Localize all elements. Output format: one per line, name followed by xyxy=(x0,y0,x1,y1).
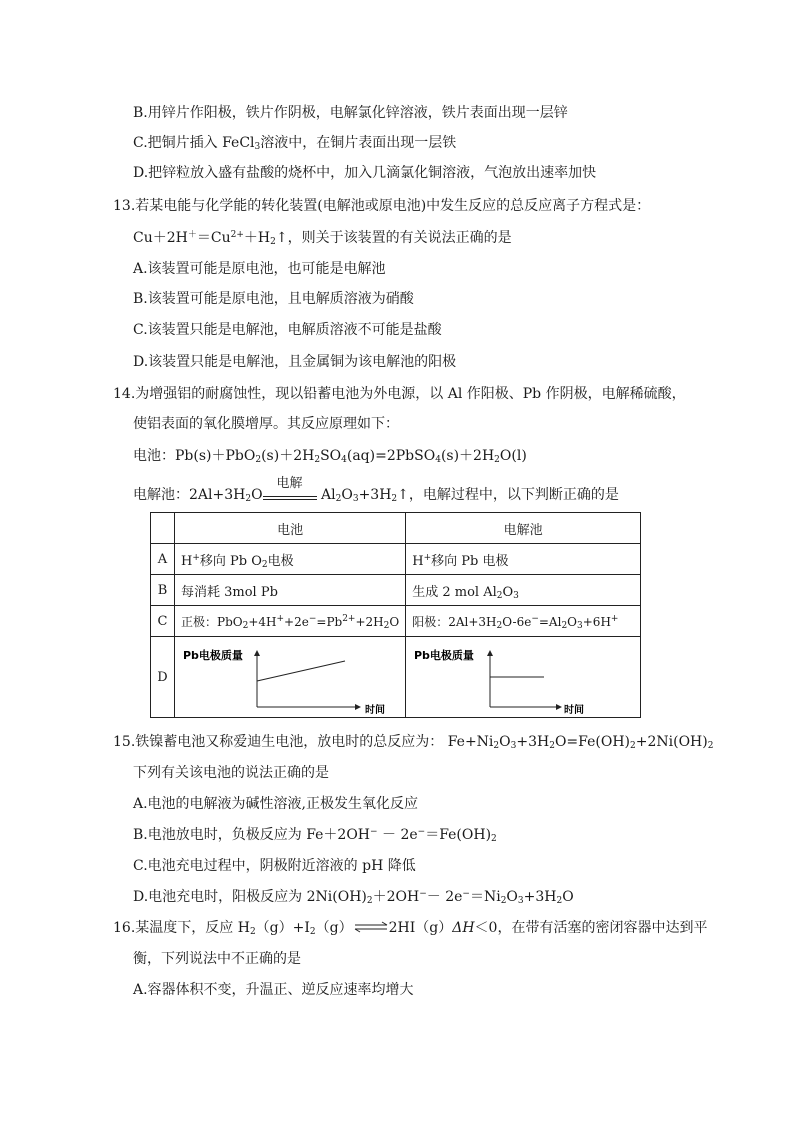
q13-option-b: B.该装置可能是原电池，且电解质溶液为硝酸 xyxy=(133,291,414,307)
q15-stem-line2: 下列有关该电池的说法正确的是 xyxy=(133,765,329,781)
q14-comparison-table xyxy=(150,512,641,718)
q12-option-c: C.把铜片插入 FeCl$_3$溶液中，在铜片表面出现一层铁 xyxy=(133,135,457,152)
row-d-battery-graph xyxy=(175,637,406,718)
table-header-row xyxy=(151,513,641,544)
q14-stem-line2: 使铝表面的氧化膜增厚。其反应原理如下： xyxy=(133,416,399,432)
q13-option-d: D.该装置只能是电解池，且金属铜为该电解池的阳极 xyxy=(133,354,457,370)
table-row xyxy=(151,637,641,718)
q14-stem-line1: 14.为增强铝的耐腐蚀性，现以铅蓄电池为外电源，以 Al 作阳极、Pb 作阴极，电解稀硫酸， xyxy=(113,386,686,402)
electrolysis-condition-sign: 电解 xyxy=(263,485,317,505)
table-row xyxy=(151,606,641,637)
q15-option-d: D.电池充电时，阳极反应为 $2Ni(OH)_2+2OH^-- 2e^-=Ni_2O_3+3H_2O$ xyxy=(133,889,574,906)
table-row xyxy=(151,544,641,575)
row-d-cell-graph xyxy=(406,637,641,718)
table-row xyxy=(151,575,641,606)
q16-option-a: A.容器体积不变，升温正、逆反应速率均增大 xyxy=(133,982,414,998)
cell-pb-mass-graph xyxy=(406,637,636,717)
row-a-battery: H+移向 Pb $O_2$电极 xyxy=(175,544,406,575)
q16-stem: 16.某温度下，反应 $H_2(g)+I_2(g)$ 2HI（g）ΔH＜0，在带有活塞的密闭容器中达到平 xyxy=(113,920,708,937)
q16-stem-line2: 衡，下列说法中不正确的是 xyxy=(133,951,301,967)
q14-battery-equation: 电池：$Pb(s)+PbO_2(s)+2H_2SO_4(aq)=2PbSO_4(s)+2H_2O(l)$ xyxy=(133,448,527,465)
header-electrolytic-cell: 电解池 xyxy=(406,513,641,544)
q15-option-c: C.电池充电过程中，阴极附近溶液的 pH 降低 xyxy=(133,858,416,874)
header-battery: 电池 xyxy=(175,513,406,544)
q15-option-b: B.电池放电时，负极反应为 $Fe+2OH^- - 2e^-=Fe(OH)_2$ xyxy=(133,827,497,844)
graph-x-label: 时间 xyxy=(564,705,585,716)
row-label-b: B xyxy=(151,575,175,606)
row-label-c: C xyxy=(151,606,175,637)
q15-option-a: A.电池的电解液为碱性溶液,正极发生氧化反应 xyxy=(133,796,419,812)
graph-x-label: 时间 xyxy=(365,705,385,716)
equilibrium-arrow-icon xyxy=(353,921,389,933)
q12-option-b: B.用锌片作阳极，铁片作阴极，电解氯化锌溶液，铁片表面出现一层锌 xyxy=(133,105,568,121)
q13-stem: 13.若某电能与化学能的转化装置(电解池或原电池)中发生反应的总反应离子方程式是： xyxy=(113,198,651,214)
graph-y-label: Pb电极质量 xyxy=(414,649,475,662)
row-b-cell: 生成 2 mol $Al_2O_3$ xyxy=(406,575,641,606)
q12-option-d: D.把锌粒放入盛有盐酸的烧杯中，加入几滴氯化铜溶液，气泡放出速率加快 xyxy=(133,165,597,181)
battery-pb-mass-graph xyxy=(175,637,390,717)
graph-y-label: Pb电极质量 xyxy=(183,649,243,662)
row-label-a: A xyxy=(151,544,175,575)
row-c-battery: 正极：$PbO_2+4H^++2e^-=Pb^{2+}+2H_2O$ xyxy=(175,606,406,637)
row-b-battery: 每消耗 3mol Pb xyxy=(175,575,406,606)
row-c-cell: 阳极：$2Al+3H_2O-6e^-=Al_2O_3+6H^+$ xyxy=(406,606,641,637)
q13-option-a: A.该装置可能是原电池，也可能是电解池 xyxy=(133,261,386,277)
row-label-d: D xyxy=(151,637,175,718)
q13-option-c: C.该装置只能是电解池，电解质溶液不可能是盐酸 xyxy=(133,322,442,338)
q13-equation: $Cu+2H^+=Cu^{2+}+H_2↑$，则关于该装置的有关说法正确的是 xyxy=(133,230,512,247)
q14-cell-equation: 电解池：$2Al+3H_2O$ 电解 $Al_2O_3+3H_2↑$，电解过程中，以下判断正确的是 xyxy=(133,476,619,504)
q15-stem: 15.铁镍蓄电池又称爱迪生电池，放电时的总反应为： $Fe+Ni_2O_3+3H_2O=Fe(OH)_2+2Ni(OH)_2$ xyxy=(113,734,714,751)
rising-mass-line xyxy=(257,661,345,681)
row-a-cell: H+移向 Pb 电极 xyxy=(406,544,641,575)
